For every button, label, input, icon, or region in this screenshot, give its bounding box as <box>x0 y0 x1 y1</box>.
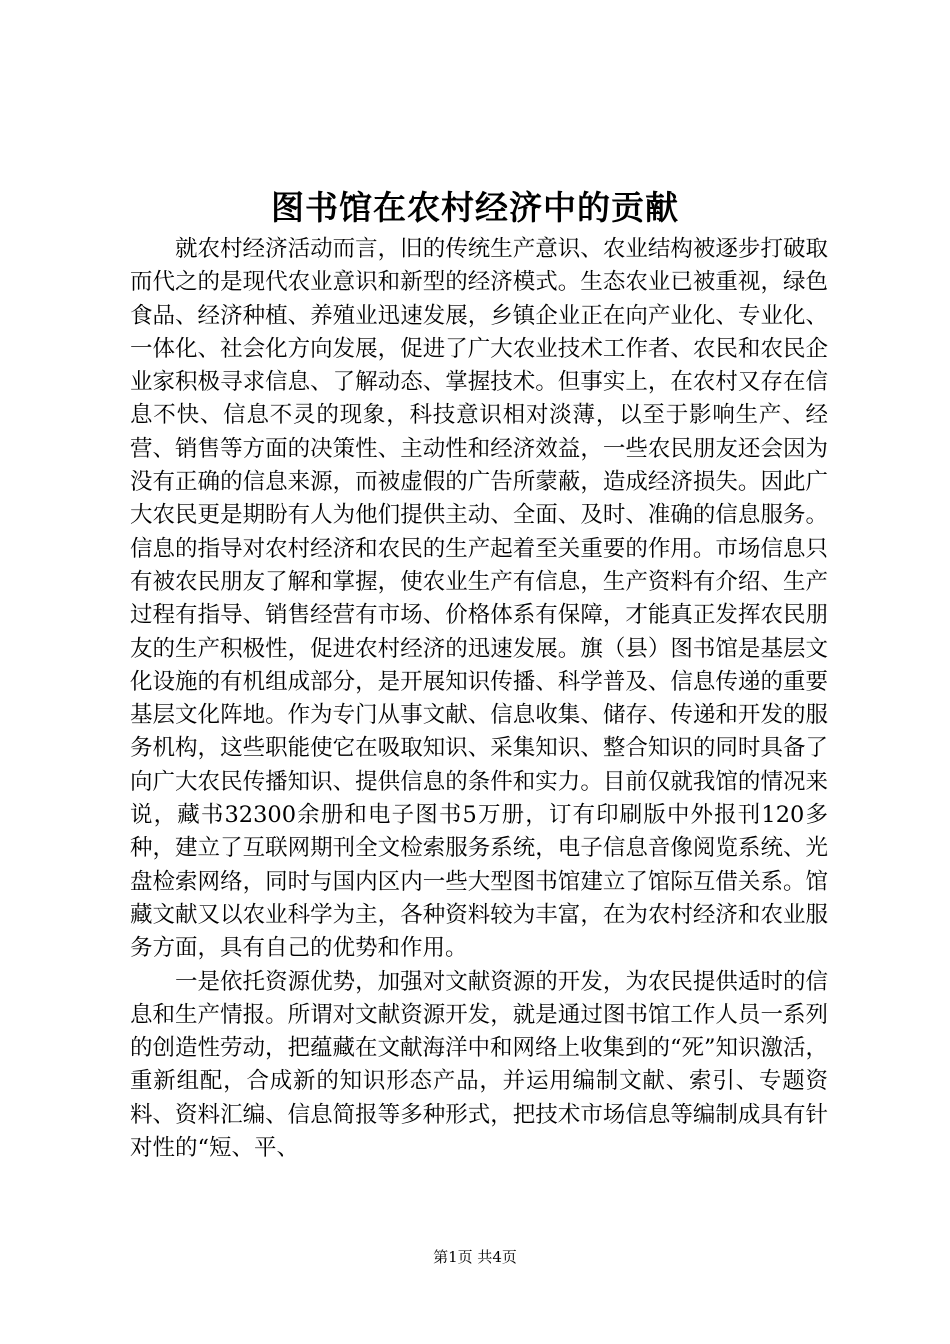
paragraph: 就农村经济活动而言，旧的传统生产意识、农业结构被逐步打破取而代之的是现代农业意识和新型的经济模式。生态农业已被重视，绿色食品、经济种植、养殖业迅速发展，乡镇企业正在向产业化、专业化、一体化、社会化方向发展，促进了广大农业技术工作者、农民和农民企业家积极寻求信息、了解动态、掌握技术。但事实上，在农村又存在信息不快、信息不灵的现象，科技意识相对淡薄，以至于影响生产、经营、销售等方面的决策性、主动性和经济效益，一些农民朋友还会因为没有正确的信息来源，而被虚假的广告所蒙蔽，造成经济损失。因此广大农民更是期盼有人为他们提供主动、全面、及时、准确的信息服务。信息的指导对农村经济和农民的生产起着至关重要的作用。市场信息只有被农民朋友了解和掌握，使农业生产有信息，生产资料有介绍、生产过程有指导、销售经营有市场、价格体系有保障，才能真正发挥农民朋友的生产积极性，促进农村经济的迅速发展。旗（县）图书馆是基层文化设施的有机组成部分，是开展知识传播、科学普及、信息传递的重要基层文化阵地。作为专门从事文献、信息收集、储存、传递和开发的服务机构，这些职能使它在吸取知识、采集知识、整合知识的同时具备了向广大农民传播知识、提供信息的条件和实力。目前仅就我馆的情况来说，藏书32300余册和电子图书5万册，订有印刷版中外报刊120多种，建立了互联网期刊全文检索服务系统，电子信息音像阅览系统、光盘检索网络，同时与国内区内一些大型图书馆建立了馆际互借关系。馆藏文献又以农业科学为主，各种资料较为丰富，在为农村经济和农业服务方面，具有自己的优势和作用。 <box>130 236 828 962</box>
page-number-footer: 第1页 共4页 <box>433 1248 517 1266</box>
paragraph: 一是依托资源优势，加强对文献资源的开发，为农民提供适时的信息和生产情报。所谓对文献资源开发，就是通过图书馆工作人员一系列的创造性劳动，把蕴藏在文献海洋中和网络上收集到的“死”知识激活，重新组配，合成新的知识形态产品，并运用编制文献、索引、专题资料、资料汇编、信息简报等多种形式，把技术市场信息等编制成具有针对性的“短、平、 <box>130 968 829 1162</box>
document-title: 图书馆在农村经济中的贡献 <box>271 188 679 227</box>
document-body <box>130 233 828 1165</box>
